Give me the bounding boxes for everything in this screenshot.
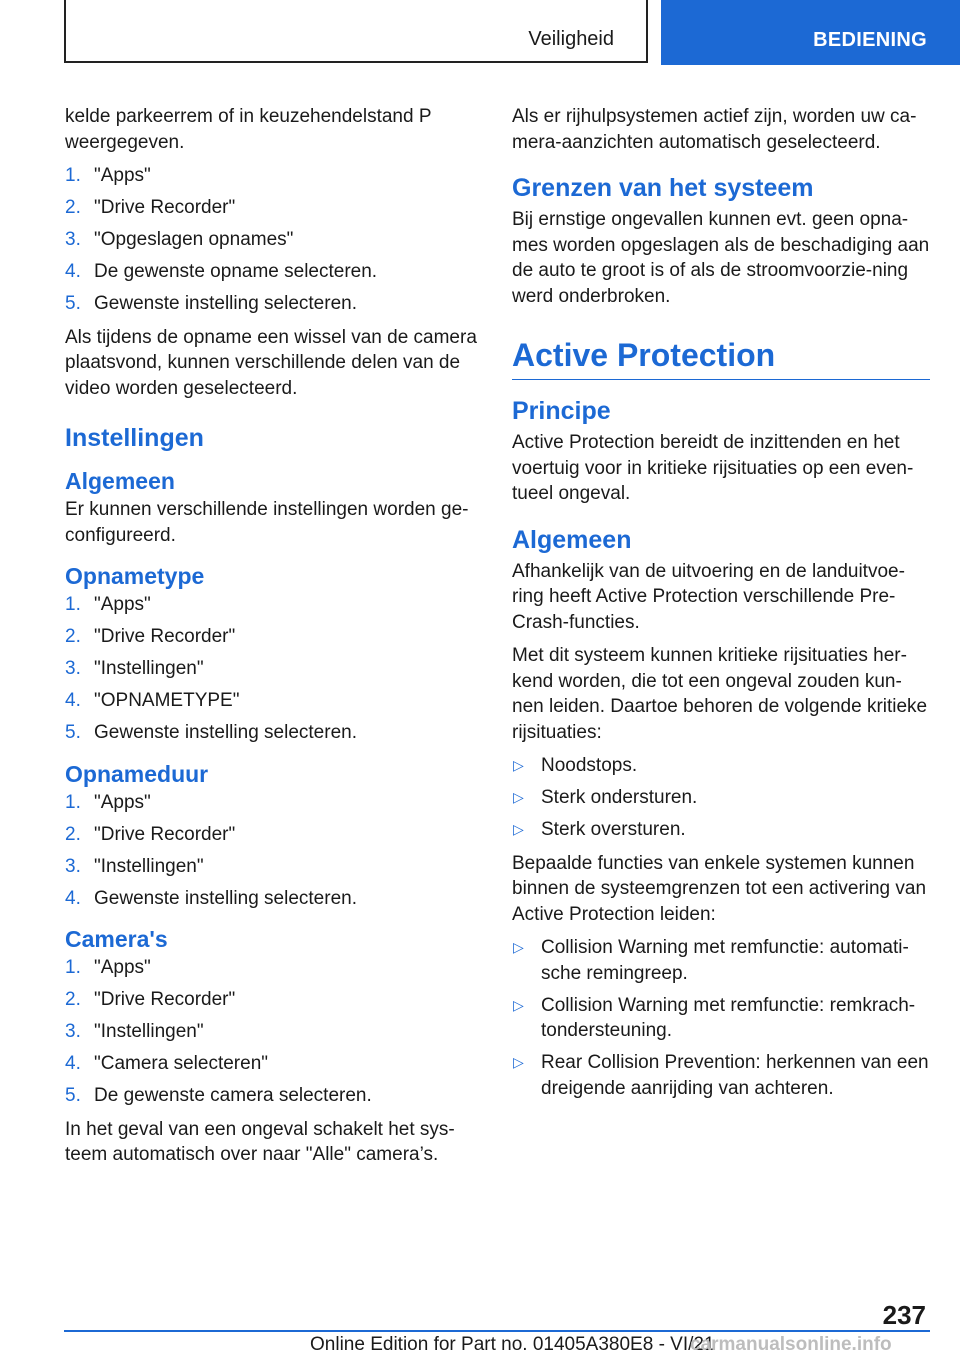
steps-list-opnametype [65, 592, 480, 746]
watermark-text: carmanualsonline.info [690, 1334, 892, 1355]
paragraph: In het geval van een ongeval schakelt het sys‐teem automatisch over naar "Alle" camera’s. [65, 1118, 455, 1165]
list-item: 3. "Instellingen" [65, 855, 204, 877]
list-item: 1. "Apps" [65, 165, 151, 186]
list-item: ▷ Sterk oversturen. [512, 817, 930, 843]
footer-edition: Online Edition for Part no. 01405A380E8 - VI/21 [310, 1334, 715, 1355]
steps-list-view-recording [65, 163, 480, 317]
heading-algemeen: Algemeen [65, 468, 175, 494]
left-column [65, 104, 480, 1176]
heading-principe: Principe [512, 397, 611, 425]
bullet-list-situations [512, 753, 930, 843]
right-column [512, 104, 930, 1109]
list-item: 5. De gewenste camera selecteren. [65, 1085, 372, 1106]
triangle-bullet-icon: ▷ [513, 939, 524, 955]
heading-opnametype: Opnametype [65, 563, 205, 589]
page-number: 237 [882, 1300, 926, 1330]
paragraph: Bepaalde functies van enkele systemen kunnen binnen de systeemgrenzen tot een activering van Active Protection leiden: [512, 852, 927, 925]
list-item: 1. "Apps" [65, 957, 151, 978]
list-item: 4. De gewenste opname selecteren. [65, 261, 378, 282]
chapter-title: BEDIENING [813, 29, 927, 51]
list-item: 2. "Drive Recorder" [65, 626, 236, 647]
list-item: ▷ Rear Collision Prevention: herkennen van een dreigende aanrijding van achteren. [513, 1052, 929, 1099]
triangle-bullet-icon: ▷ [513, 821, 524, 837]
list-item: 4. "Camera selecteren" [65, 1053, 269, 1074]
paragraph: Afhankelijk van de uitvoering en de landuitvoe‐ring heeft Active Protection verschillende Pre-Crash-functies. [512, 560, 905, 633]
list-item: 1. "Apps" [65, 791, 151, 813]
paragraph: Als er rijhulpsystemen actief zijn, worden uw ca‐mera-aanzichten automatisch geselecteerd. [512, 106, 917, 153]
list-item: 2. "Drive Recorder" [65, 989, 236, 1010]
steps-list-opnameduur [65, 790, 480, 912]
triangle-bullet-icon: ▷ [513, 789, 524, 805]
heading-cameras: Camera's [65, 926, 168, 952]
list-item: 3. "Instellingen" [65, 658, 204, 679]
heading-opnameduur: Opnameduur [65, 760, 209, 787]
heading-instellingen: Instellingen [65, 424, 204, 452]
triangle-bullet-icon: ▷ [513, 1054, 524, 1070]
triangle-bullet-icon: ▷ [513, 996, 524, 1013]
list-item: 2. "Drive Recorder" [65, 197, 236, 218]
paragraph: Als tijdens de opname een wissel van de camera plaatsvond, kunnen verschillende delen van de video worden geselecteerd. [65, 326, 477, 399]
list-item: 3. "Instellingen" [65, 1021, 204, 1042]
list-item: 5. Gewenste instelling selecteren. [65, 293, 357, 314]
list-item: ▷ Sterk ondersturen. [512, 785, 930, 811]
list-item: 4. Gewenste instelling selecteren. [65, 887, 357, 909]
list-item: 4. "OPNAMETYPE" [65, 690, 240, 711]
intro-text: kelde parkeerrem of in keuzehendelstand P weergegeven. [65, 106, 432, 153]
list-item: 5. Gewenste instelling selecteren. [65, 722, 357, 743]
list-item: 3. "Opgeslagen opnames" [65, 229, 294, 250]
paragraph: Er kunnen verschillende instellingen worden ge‐configureerd. [65, 499, 469, 546]
bullet-list-functions [512, 935, 930, 1101]
paragraph: Bij ernstige ongevallen kunnen evt. geen opna‐mes worden opgeslagen als de beschadiging aan de auto te groot is of als de stroomvoorzie‐ning werd onderbroken. [512, 209, 930, 307]
header-section-box [64, 0, 648, 63]
steps-list-cameras [65, 955, 480, 1109]
list-item: 1. "Apps" [65, 594, 151, 615]
heading-algemeen-right: Algemeen [512, 525, 632, 554]
heading-grenzen: Grenzen van het systeem [512, 174, 814, 202]
list-item: ▷ Noodstops. [512, 753, 930, 779]
paragraph: Active Protection bereidt de inzittenden en het voertuig voor in kritieke rijsituaties op een even‐tueel ongeval. [512, 432, 914, 504]
chapter-tab[interactable] [661, 0, 960, 65]
paragraph: Met dit systeem kunnen kritieke rijsituaties her‐kend worden, die tot een ongeval zouden kun‐nen leiden. Daartoe behoren de volgende kritieke rijsituaties: [512, 645, 928, 743]
heading-active-protection: Active Protection [512, 335, 930, 380]
triangle-bullet-icon: ▷ [513, 757, 524, 773]
footer-divider [64, 1330, 930, 1332]
list-item: ▷ Collision Warning met remfunctie: remkrach‐tondersteuning. [513, 994, 916, 1041]
list-item: 2. "Drive Recorder" [65, 823, 236, 845]
list-item: ▷ Collision Warning met remfunctie: automati‐sche remingreep. [513, 937, 909, 984]
section-title: Veiligheid [528, 28, 614, 50]
